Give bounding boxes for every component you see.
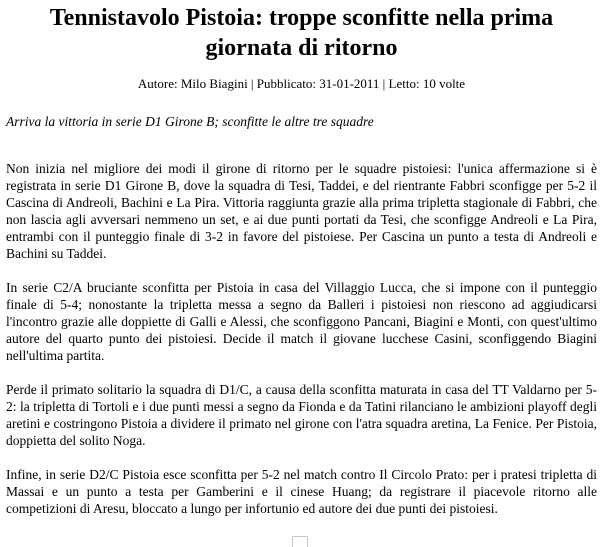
article-title: Tennistavolo Pistoia: troppe sconfitte nella prima giornata di ritorno: [49, 5, 554, 61]
article-paragraph: Perde il primato solitario la squadra di D1/C, a causa della sconfitta maturata in casa del TT Valdarno per 5-2: la tripletta di Tortoli e i due punti messi a segno da Fionda e da Tatini rilanciano le ambizioni playoff degli aretini e costringono Pistoia a dividere il primato nel girone con l'atra squadra aretina, La Fenice. Per Pistoia, doppietta del solito Noga.: [6, 382, 597, 448]
article-paragraph: In serie C2/A bruciante sconfitta per Pistoia in casa del Villaggio Lucca, che si impone con il punteggio finale di 5-4; nonostante la tripletta messa a segno da Balleri i pistoiesi non riescono ad aggiudicarsi l'incontro grazie alle doppiette di Galli e Alessi, che sconfiggono Pancani, Biagini e Monti, con quest'ultimo autore del quarto punto dei pistoiesi. Decide il match il giovane lucchese Casini, sconfiggendo Biagini nell'ultima partita.: [6, 280, 597, 363]
partial-box: [292, 536, 308, 547]
article-paragraph: Infine, in serie D2/C Pistoia esce sconfitta per 5-2 nel match contro Il Circolo Prato: per i pratesi tripletta di Massai e un punto a testa per Gamberini e il cinese Huang; da registrare il piacevole ritorno alle competizioni di Aresu, bloccato a lungo per infortunio ed autore dei due punti dei pistoiesi.: [6, 467, 597, 516]
article-lead: Arriva la vittoria in serie D1 Girone B; sconfitte le altre tre squadre: [6, 114, 374, 129]
article: [6, 0, 597, 517]
article-paragraph: Non inizia nel migliore dei modi il girone di ritorno per le squadre pistoiesi: l'unica affermazione si è registrata in serie D1 Girone B, dove la squadra di Tesi, Taddei, e del rientrante Fabbri sconfigge per 5-2 il Cascina di Andreoli, Bachini e La Pira. Vittoria raggiunta grazie alla prima tripletta stagionale di Fabbri, che non lascia agli avversari nemmeno un set, e ai due punti portati da Tesi, che sconfigge Andreoli e La Pira, entrambi con il punteggio finale di 3-2 in favore del pistoiese. Per Cascina un punto a testa di Andreoli e Bachini su Taddei.: [6, 161, 597, 261]
article-meta: Autore: Milo Biagini | Pubblicato: 31-01-2011 | Letto: 10 volte: [137, 76, 466, 91]
